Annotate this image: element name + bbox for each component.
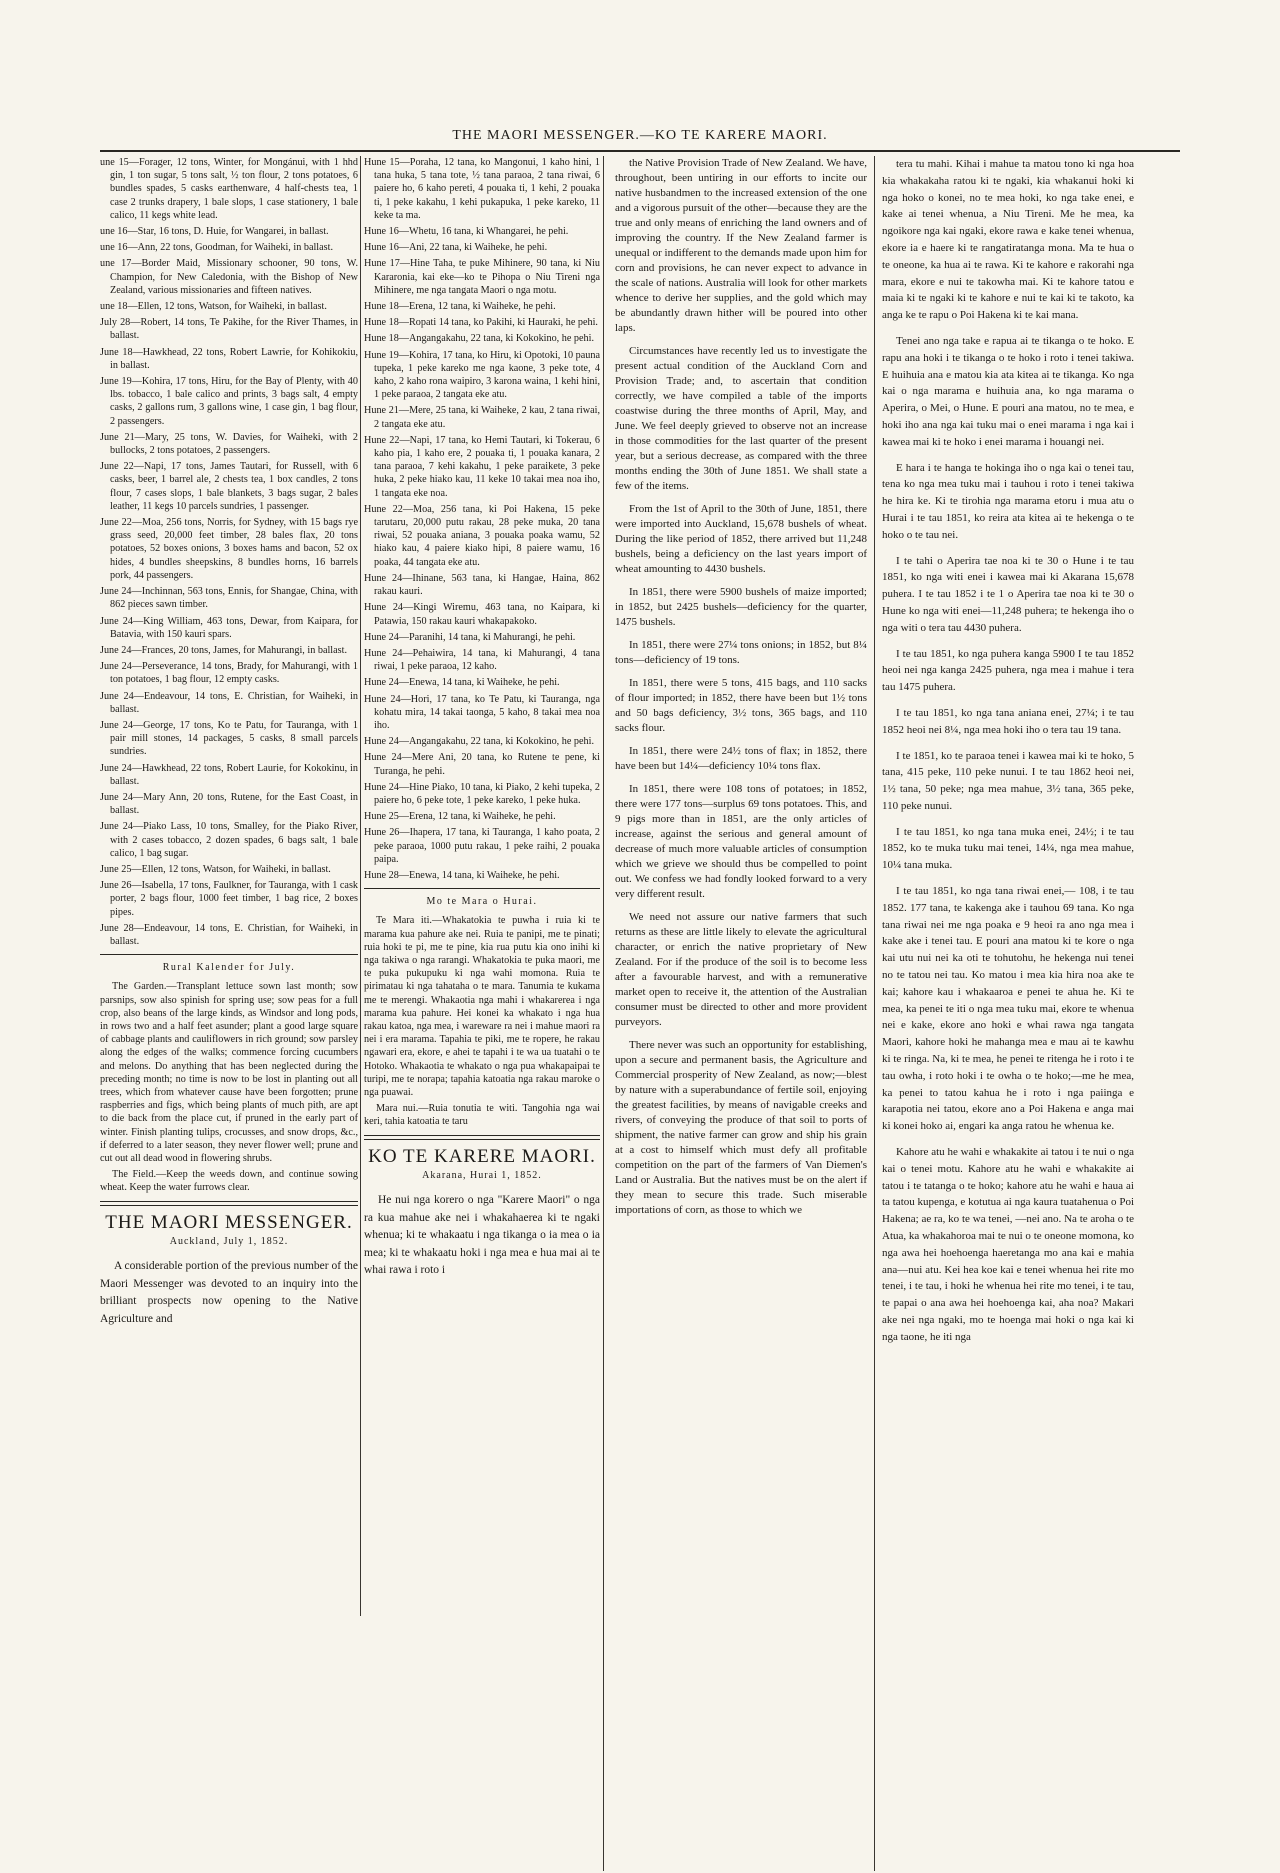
article-paragraph: I te tau 1851, ko nga puhera kanga 5900 I te tau 1852 heoi nei nga kanga 2425 puhera, nga mea i mahue i tera tau 1475 puhera.	[882, 647, 1134, 694]
calendar-paragraph: Te Mara iti.—Whakatokia te puwha i ruia ki te marama kua pahure ake nei. Ruia te panipi, me te pinati; ruia hoki te pi, me te pine, kia rua putu kia ono inihi ki nga takiwa o nga rarangi. Whakatokia te puka maori, me te puka pukupuku ki nga wahi momona. Ruia te pirimatau ki nga tahataha o te mara. Tanumia te kukama me te merengi. Whakaotia nga mahi i whakarerea i nga marama kua pahure. Hei konei ka whakato i nga hua rakau katoa, nga mea, i wareware ra nei i mahue maori ra nei i era marama. Tapahia te piki, me te ropere, he rakau ngawari era, ekore, e ahei te tapahi i te wa ua tuatahi o te Hotoko. Whakaotia te whakato o nga pua whakapaipai te turipi, me te norapa; tapahia katoatia nga rakau maroke o nga puawai.	[364, 915, 600, 1098]
article-paragraph: Tenei ano nga take e rapua ai te tikanga o te hoko. E rapu ana hoki i te tikanga o te hoko i roto i tenei takiwa. E huihuia ana e matou kia ata kitea ai te tikanga. Ko nga kai o nga marama e huihuia ana, ko nga marama o Aperira, o Mei, o Hune. E pouri ana matou, no te mea, e hoki iho ana nga kai tuku mai o enei marama i nga kai i kawea mai ki te hoko i enei marama i houangi nei.	[882, 334, 1134, 448]
article-paragraph: In 1851, there were 5 tons, 415 bags, and 110 sacks of flour imported; in 1852, there have been but 1½ tons and 50 bags deficiency, 3½ tons, 365 bags, and 110 sacks flour.	[615, 677, 867, 734]
shipping-entry: June 26—Isabella, 17 tons, Faulkner, for Tauranga, with 1 cask porter, 2 bags flour, 1000 feet timber, 1 bag rice, 2 boxes pipes.	[100, 880, 358, 918]
shipping-entry: Hune 17—Hine Taha, te puke Mihinere, 90 tana, ki Niu Kararonia, kai eke—ko te Pihopa o Niu Tireni nga Mihinere, me nga tangata Maori o nga motu.	[364, 258, 600, 296]
shipping-entry: Hune 24—Hine Piako, 10 tana, ki Piako, 2 kehi tupeka, 2 paiere ho, 6 peke tote, 1 peke kareko, 1 peke huka.	[364, 781, 600, 806]
column-divider	[874, 156, 875, 1871]
article-paragraph: From the 1st of April to the 30th of June, 1851, there were imported into Auckland, 15,678 bushels of wheat. During the like period of 1852, there arrived but 11,248 bushels, being a deficiency on the last years import of wheat amounting to 4430 bushels.	[615, 503, 867, 575]
lead-paragraph: He nui nga korero o nga "Karere Maori" o nga ra kua mahue ake nei i whakahaerea ki te ngaki whenua; ki te whakaatu i nga tikanga o ia mea o ia mea; ki te whakaatu hoki i nga mea e hua mai ai te whai rawa i roto i	[364, 1194, 600, 1277]
shipping-entry: June 22—Moa, 256 tons, Norris, for Sydney, with 15 bags rye grass seed, 20,000 feet timber, 28 bales flax, 20 tons potatoes, 52 boxes onions, 3 boxes hams and bacon, 52 ox hides, 4 bundles sheepskins, 8 bundles horns, 16 barrels pork, 44 passengers.	[100, 517, 358, 581]
shipping-entry: une 15—Forager, 12 tons, Winter, for Mongánui, with 1 hhd gin, 1 ton sugar, 5 tons salt, ½ ton flour, 2 tons potatoes, 6 bundles spades, 5 casks earthenware, 4 half-chests tea, 1 case 2 trunks drapery, 1 bale slops, 1 case stationery, 1 bale calico, 11 kegs white lead.	[100, 157, 358, 221]
article-paragraph: I te tahi o Aperira tae noa ki te 30 o Hune i te tau 1851, ko nga witi enei i kawea mai ki Akarana 15,678 puhera. I te tau 1852 i te 1 o Aperira tae noa ki te 30 o Hune ko nga witi enei—11,248 puhera; te hekenga iho o nga witi o tera tau 4430 puhera.	[882, 554, 1134, 634]
shipping-entry: une 16—Ann, 22 tons, Goodman, for Waiheki, in ballast.	[100, 242, 333, 254]
article-paragraph: the Native Provision Trade of New Zealand. We have, throughout, been untiring in our efforts to incite our native husbandmen to the increased extension of the one and a vigorous pursuit of the other—because they are the true and only means of enriching the land owners and of improving the country. If the New Zealand farmer is unequal or indifferent to the demands made upon him for corn and provisions, he can never expect to advance in the scale of nations. Australia will look for other markets whence to derive her supplies, and the gold which may be abundantly drawn hither will be poured into other laps.	[615, 157, 867, 334]
shipping-entry: June 24—Piako Lass, 10 tons, Smalley, for the Piako River, with 2 cases tobacco, 2 dozen spades, 6 bags salt, 1 bale calico, 1 bag sugar.	[100, 821, 358, 859]
shipping-entry: June 24—Frances, 20 tons, James, for Mahurangi, in ballast.	[100, 644, 348, 656]
running-header: THE MAORI MESSENGER.—KO TE KARERE MAORI.	[452, 128, 828, 143]
shipping-entry: Hune 25—Erena, 12 tana, ki Waiheke, he pehi.	[364, 811, 556, 823]
shipping-entry: June 18—Hawkhead, 22 tons, Robert Lawrie, for Kohikokiu, in ballast.	[100, 346, 358, 371]
shipping-entry: Hune 24—Mere Ani, 20 tana, ko Rutene te pene, ki Turanga, he pehi.	[364, 752, 600, 777]
article-paragraph: We need not assure our native farmers that such returns as these are little likely to elevate the agricultural character, or enrich the native proprietary of New Zealand. For if the produce of the soil is to become less after a favourable harvest, and with a remunerative market open to receive it, the attention of the Australian consumer must be directed to other and more provident purveyors.	[615, 911, 867, 1028]
shipping-entry: Hune 24—Paranihi, 14 tana, ki Mahurangi, he pehi.	[364, 631, 576, 643]
shipping-entry: Hune 15—Poraha, 12 tana, ko Mangonui, 1 kaho hini, 1 tana huka, 5 tana tote, ½ tana paraoa, 2 tana riwai, 6 paiere ho, 6 kaho pereti, 4 pouaka ti, 1 kehi, 2 pouaka ti, 1 peke kakahu, 1 kehi pukapuka, 1 peke kareko, 11 keke ta ma.	[364, 157, 600, 221]
shipping-entry: June 21—Mary, 25 tons, W. Davies, for Waiheki, with 2 bullocks, 2 tons potatoes, 2 passengers.	[100, 431, 358, 457]
shipping-entry: June 24—Mary Ann, 20 tons, Rutene, for the East Coast, in ballast.	[100, 791, 358, 817]
shipping-entry: Hune 24—Hori, 17 tana, ko Te Patu, ki Tauranga, nga kohatu mira, 14 takai taonga, 5 kaho, 8 takai mea noa iho.	[364, 693, 600, 731]
masthead-rule	[364, 1135, 600, 1140]
shipping-entry: Hune 16—Ani, 22 tana, ki Waiheke, he pehi.	[364, 242, 548, 254]
shipping-entry: Hune 26—Ihapera, 17 tana, ki Tauranga, 1 kaho poata, 2 peke paraoa, 1000 putu rakau, 1 peke raihi, 2 pouaka paipa.	[364, 827, 600, 865]
shipping-entry: June 24—Hawkhead, 22 tons, Robert Laurie, for Kokokinu, in ballast.	[100, 762, 358, 787]
article-paragraph: Kahore atu he wahi e whakakite ai tatou i te nui o nga kai o tenei motu. Kahore atu he wahi e whakakite ai tatou i te tatanga o te hoko; kahore atu he wahi e haua ai ta tatou kupenga, e kotutua ai nga kaura tuatahenua o Poi Hakena; ae ra, ko te wa tenei, —nei ano. Na te aroha o te Atua, ka whakahoroa mai te nui o te oneone momona, ko nga awa hei hoehoenga haeretanga mo ana kai e mahia ana—nui atu. Kei hea koe kai e tenei whenua hei rite mo tenei, i te tau, i hoki he whenua hei rite mo tenei, i te tau, te papai o ana awa hei hoehoenga kai, aha noa? Makari ake nei nga ngaki, mo te hoenga mai hoki o nga kai ki nga taone, he iti nga	[882, 1146, 1134, 1343]
lead-paragraph: A considerable portion of the previous number of the Maori Messenger was devoted to an inquiry into the brilliant prospects now opening to the Native Agriculture and	[100, 1260, 358, 1325]
shipping-entry: June 28—Endeavour, 14 tons, E. Christian, for Waiheki, in ballast.	[100, 922, 358, 947]
article-paragraph: I te tau 1851, ko nga tana riwai enei,— 108, i te tau 1852. 177 tana, te kakenga ake i tauhou 69 tana. Ko nga tana riwai nei me nga poaka e 9 heoi ra ano nga mea i kake ake i tenei tau. E pouri ana matou ki te kore o nga kai utu nui nei ka oti te tohutohu, he hekenga nui tenei no te tatou nei tau. Ko matou i mea kia hira noa ake te kai; kahore kau i whakaaroa e penei te ahua he. Ki te mea, ka penei te iti o nga mea tuku mai, ekore te whenua nei e kake, ekore ano hoki e whai rawa nga tangata Maori, kahore hoki he mahanga mea e mau ai te kawhu ki te ringa. Na, ki te mea, he penei te ritenga he i roto i te tau owha, i roto hoki i te owha o te hoko;—me he mea, ka penei to tatou kahua he i roto i nga paiinga e karapotia nei tatou, ekore ano a Poi Hakena e anga mai ki konei hoko ai, engari ka anga ratou he whenua ke.	[882, 885, 1134, 1133]
shipping-entry: Hune 21—Mere, 25 tana, ki Waiheke, 2 kau, 2 tana riwai, 2 tangata eke atu.	[364, 405, 600, 430]
header-rule	[100, 150, 1180, 152]
section-rule	[364, 888, 600, 889]
shipping-entry: June 24—George, 17 tons, Ko te Patu, for Tauranga, with 1 pair mill stones, 14 packages, 5 casks, 8 small parcels sundries.	[100, 719, 358, 758]
section-rule	[100, 954, 358, 955]
column-maori-article	[882, 156, 1134, 1863]
shipping-entry: Hune 18—Erena, 12 tana, ki Waiheke, he pehi.	[364, 301, 556, 313]
shipping-entry: Hune 24—Ihinane, 563 tana, ki Hangae, Haina, 862 rakau kauri.	[364, 572, 600, 598]
shipping-entry: June 24—King William, 463 tons, Dewar, from Kaipara, for Batavia, with 150 kauri spars.	[100, 615, 358, 640]
calendar-paragraph: The Garden.—Transplant lettuce sown last month; sow parsnips, sow also spinish for spring use; sow peas for a full crop, also beans of the large kinds, as Windsor and long pods, in rows two and a half feet asunder; plant a good large square of cabbage plants and cauliflowers in rich ground; sow parsley along the edges of the walks; commence forcing cucumbers and melons. Do anything that has been neglected during the preceding month; no time is now to be lost in planting out all trees, which from whatever cause have been forgotten; prune raspberries and figs, which being plants of much pith, are apt to die back from the place cut, if pruned in the early part of winter. Finish planting tulips, crocusses, and snow drops, &c., if deferred to a later season, they never flower well; prune and cut out all dead wood in flowering shrubs.	[100, 981, 358, 1165]
masthead-maori: KO TE KARERE MAORI.	[368, 1145, 596, 1167]
article-paragraph: In 1851, there were 27¼ tons onions; in 1852, but 8¼ tons—deficiency of 19 tons.	[615, 639, 867, 666]
article-paragraph: tera tu mahi. Kihai i mahue ta matou tono ki nga hoa kia whakakaha ratou ki te ngaki, kia whakanui hoki ki nga hoko o konei, no te mea hoki, ko nga take enei, e kake ai tenei whenua, a Niu Tireni. Me he mea, ka ngoikore nga kai ngaki, ekore rawa e kake tenei whenua, ekore ia e haere ki te rangatiratanga mona. Ma te hua o te oneone, ka hua ai te rawa. Ki te kahore e rakorahi nga mara, ekore e nui te takowha mai. Ki te kahore tatou e maia ki te ngaki ki te kahore e nui te kai ki te takoto, ka anga ke te rapu o Poi Hakena ki te kai mana.	[882, 158, 1134, 322]
shipping-entry: une 17—Border Maid, Missionary schooner, 90 tons, W. Champion, for New Caledonia, with the Bishop of New Zealand, various missionaries and fifteen natives.	[100, 258, 358, 296]
article-paragraph: There never was such an opportunity for establishing, upon a secure and permanent basis, the Agriculture and Commercial prosperity of New Zealand, as now;—blest by nature with a superabundance of fertile soil, enjoying the greatest facilities, by means of navigable creeks and rivers, of conveying the produce of that soil to ports of shipment, the native farmer can grow and ship his grain at a cost to himself which must defy all profitable competition on the part of the farmers of Van Diemen's Land or Australia. But the natives must be on the alert if they mean to secure this trade. Such miserable importations of corn, as those to which we	[615, 1039, 867, 1216]
shipping-list	[100, 156, 358, 948]
article-paragraph: I te tau 1851, ko nga tana aniana enei, 27¼; i te tau 1852 heoi nei 8¼, nga mea hoki iho o tera tau 19 tana.	[882, 706, 1134, 736]
dateline-maori: Akarana, Hurai 1, 1852.	[422, 1169, 542, 1181]
shipping-entry: une 16—Star, 16 tons, D. Huie, for Wangarei, in ballast.	[100, 226, 329, 238]
shipping-entry: June 24—Inchinnan, 563 tons, Ennis, for Shangae, China, with 862 pieces sawn timber.	[100, 586, 358, 611]
column-maori-shipping	[364, 156, 600, 1863]
column-divider	[603, 156, 604, 1871]
shipping-entry: June 24—Perseverance, 14 tons, Brady, for Mahurangi, with 1 ton potatoes, 1 bag flour, 12 empty casks.	[100, 661, 358, 686]
shipping-entry: Hune 22—Moa, 256 tana, ki Poi Hakena, 15 peke tarutaru, 20,000 putu rakau, 28 peke muka, 20 tana riwai, 52 pouaka aniana, 3 pouaka poaka wamu, 52 hiako kau, 4 paiere kiako hipi, 8 paiere wamu, 16 poaka, 44 tangata eke atu.	[364, 503, 600, 568]
column-english-shipping	[100, 156, 358, 1863]
article-paragraph: Circumstances have recently led us to investigate the present actual condition of the Auckland Corn and Provision Trade; and, to ascertain that condition correctly, we have compiled a table of the imports coastwise during the three months of April, May, and June. We feel deeply grieved to observe not an increase in those commodities for the last quarter of the present year, but a serious decrease, as compared with the three months ending the 30th of June 1851. We shall state a few of the items.	[615, 345, 867, 492]
shipping-entry: Hune 28—Enewa, 14 tana, ki Waiheke, he pehi.	[364, 869, 560, 881]
calendar-title: Mo te Mara o Hurai.	[426, 896, 538, 908]
article-paragraph: In 1851, there were 5900 bushels of maize imported; in 1852, but 2425 bushels—deficiency for the quarter, 1475 bushels.	[615, 586, 867, 628]
article-paragraph: I te 1851, ko te paraoa tenei i kawea mai ki te hoko, 5 tana, 415 peke, 110 peke nunui. I te tau 1862 heoi nei, 1½ tana, 50 peke; nga mea mahue, 3½ tana, 365 peke, 110 peke nunui.	[882, 749, 1134, 812]
dateline-english: Auckland, July 1, 1852.	[169, 1235, 289, 1247]
shipping-entry: Hune 22—Napi, 17 tana, ko Hemi Tautari, ki Tokerau, 6 kaho pia, 1 kaho ere, 2 pouaka ti, 1 pouaka kanara, 2 tana paraoa, 7 kehi kakahu, 1 peke paraikete, 3 peke huka, 2 peke hiako kau, 11 keke 10 takai mea noa iho, 1 tangata eke noa.	[364, 434, 600, 499]
shipping-entry: Hune 18—Angangakahu, 22 tana, ki Kokokino, he pehi.	[364, 333, 595, 345]
shipping-entry: July 28—Robert, 14 tons, Te Pakihe, for the River Thames, in ballast.	[100, 317, 358, 342]
shipping-entry: Hune 19—Kohira, 17 tana, ko Hiru, ki Opotoki, 10 pauna tupeka, 1 peke kareko me nga kaone, 3 peke tote, 4 kaho, 2 kaho rona waipiro, 3 karona waina, 1 kehi hini, 1 peke paraoa, 2 tangata eke atu.	[364, 349, 600, 401]
column-divider	[360, 156, 361, 1616]
article-paragraph: In 1851, there were 108 tons of potatoes; in 1852, there were 177 tons—surplus 69 tons potatoes. This, and 9 pigs more than in 1851, are the only articles of increase, against the serious and general amount of decrease of much more valuable articles of consumption which we grieve we should thus be compelled to point out. We confess we had fondly looked forward to a very very different result.	[615, 783, 867, 900]
shipping-entry: June 24—Endeavour, 14 tons, E. Christian, for Waiheki, in ballast.	[100, 690, 358, 715]
calendar-paragraph: Mara nui.—Ruia tonutia te witi. Tangohia nga wai keri, tahia katoatia te taru	[364, 1103, 600, 1128]
masthead-rule	[100, 1201, 358, 1206]
shipping-entry: Hune 18—Ropati 14 tana, ko Pakihi, ki Hauraki, he pehi.	[364, 317, 598, 329]
shipping-list	[364, 156, 600, 882]
masthead-english: THE MAORI MESSENGER.	[105, 1211, 353, 1233]
shipping-entry: Hune 16—Whetu, 16 tana, ki Whangarei, he pehi.	[364, 226, 569, 238]
article-paragraph: I te tau 1851, ko nga tana muka enei, 24½; i te tau 1852, ko te muka tuku mai tenei, 14¼, nga mea mahue, 10¼ tana muka.	[882, 825, 1134, 872]
shipping-entry: Hune 24—Enewa, 14 tana, ki Waiheke, he pehi.	[364, 677, 560, 689]
article-paragraph: In 1851, there were 24½ tons of flax; in 1852, there have been but 14¼—deficiency 10¼ tons flax.	[615, 745, 867, 772]
shipping-entry: Hune 24—Kingi Wiremu, 463 tana, no Kaipara, ki Patawia, 150 rakau kauri whakapakoko.	[364, 602, 600, 627]
article-paragraph: E hara i te hanga te hokinga iho o nga kai o tenei tau, tena ko nga mea tuku mai i tauhou i roto i tenei takiwa he hira ke. Ki te tirohia nga marama etoru i mua atu o Hurai i te tau 1851, ko reira ata kitea ai te hekenga o te hoko o te tau nei.	[882, 461, 1134, 541]
calendar-paragraph: The Field.—Keep the weeds down, and continue sowing wheat. Keep the water furrows clear.	[100, 1169, 358, 1194]
shipping-entry: June 25—Ellen, 12 tons, Watson, for Waiheki, in ballast.	[100, 863, 331, 875]
shipping-entry: une 18—Ellen, 12 tons, Watson, for Waiheki, in ballast.	[100, 301, 327, 313]
column-english-article	[615, 156, 867, 1863]
shipping-entry: Hune 24—Angangakahu, 22 tana, ki Kokokino, he pehi.	[364, 736, 595, 748]
calendar-title: Rural Kalender for July.	[162, 962, 296, 974]
shipping-entry: June 19—Kohira, 17 tons, Hiru, for the Bay of Plenty, with 40 lbs. tobacco, 1 bale calico and prints, 3 bags salt, 4 empty casks, 2 gallons rum, 3 gallons wine, 1 case gin, 1 bag flour, 2 passengers.	[100, 376, 358, 427]
shipping-entry: June 22—Napi, 17 tons, James Tautari, for Russell, with 6 casks, beer, 1 barrel ale, 2 chests tea, 1 box candles, 2 tons flour, 7 cases slops, 1 bale blankets, 3 bags sugar, 2 bales leather, 11 kegs 10 parcels sundries, 1 passenger.	[100, 461, 358, 512]
shipping-entry: Hune 24—Pehaiwira, 14 tana, ki Mahurangi, 4 tana riwai, 1 peke paraoa, 12 kaho.	[364, 647, 600, 673]
